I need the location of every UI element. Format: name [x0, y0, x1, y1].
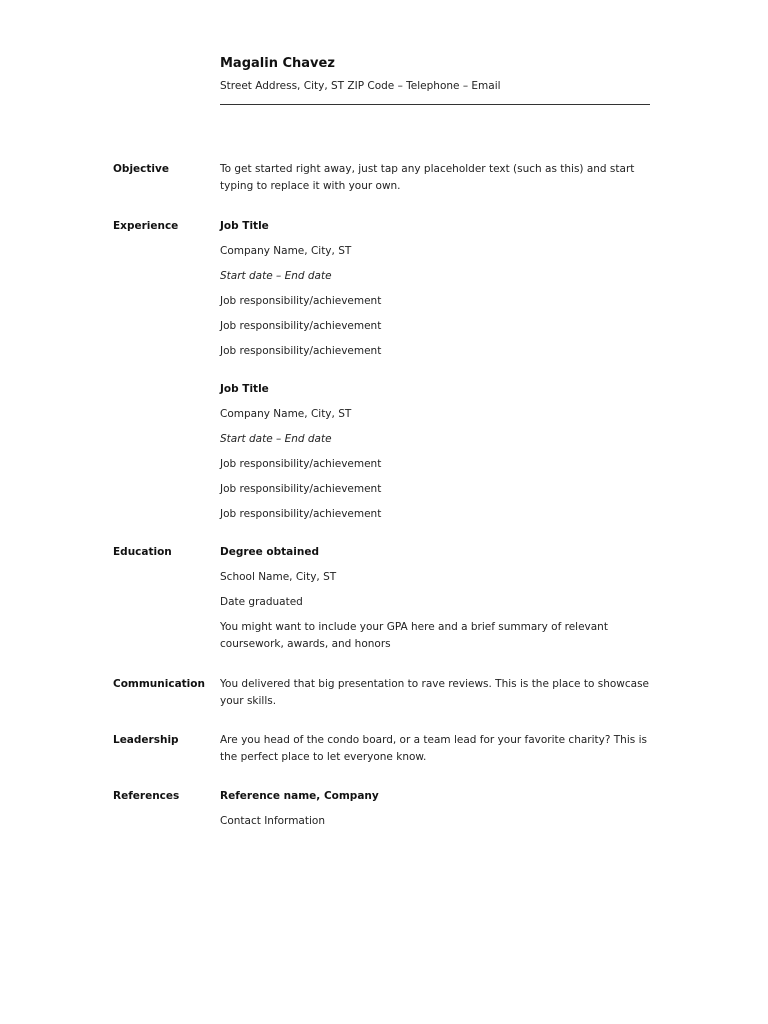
job-item: Job responsibility/achievement	[220, 483, 382, 495]
degree: Degree obtained	[220, 546, 319, 558]
job-item: Job responsibility/achievement	[220, 320, 382, 332]
job-item: Job responsibility/achievement	[220, 458, 382, 470]
references-label: References	[113, 790, 180, 802]
reference-contact: Contact Information	[220, 815, 325, 827]
contact-line: Street Address, City, ST ZIP Code – Telephone – Email	[220, 80, 501, 92]
school: School Name, City, ST	[220, 571, 337, 583]
communication-label: Communication	[113, 678, 205, 690]
job-title: Job Title	[220, 383, 269, 395]
objective-text: To get started right away, just tap any placeholder text (such as this) and start typing to replace it with your own.	[220, 163, 635, 192]
reference-name: Reference name, Company	[220, 790, 379, 802]
objective-label: Objective	[113, 163, 169, 175]
resume-name: Magalin Chavez	[220, 56, 335, 71]
communication-text: You delivered that big presentation to rave reviews. This is the place to showcase your skills.	[220, 678, 650, 707]
job-title: Job Title	[220, 220, 269, 232]
education-label: Education	[113, 546, 172, 558]
job-item: Job responsibility/achievement	[220, 295, 382, 307]
leadership-label: Leadership	[113, 734, 179, 746]
job-company: Company Name, City, ST	[220, 408, 352, 420]
job-dates: Start date – End date	[220, 433, 332, 445]
job-item: Job responsibility/achievement	[220, 345, 382, 357]
leadership-text: Are you head of the condo board, or a team lead for your favorite charity? This is the perfect place to let everyone know.	[220, 734, 647, 763]
graduation-date: Date graduated	[220, 596, 303, 608]
experience-label: Experience	[113, 220, 179, 232]
education-note: You might want to include your GPA here and a brief summary of relevant coursework, awards, and honors	[220, 621, 608, 650]
header-divider	[220, 104, 650, 105]
job-item: Job responsibility/achievement	[220, 508, 382, 520]
job-company: Company Name, City, ST	[220, 245, 352, 257]
job-dates: Start date – End date	[220, 270, 332, 282]
